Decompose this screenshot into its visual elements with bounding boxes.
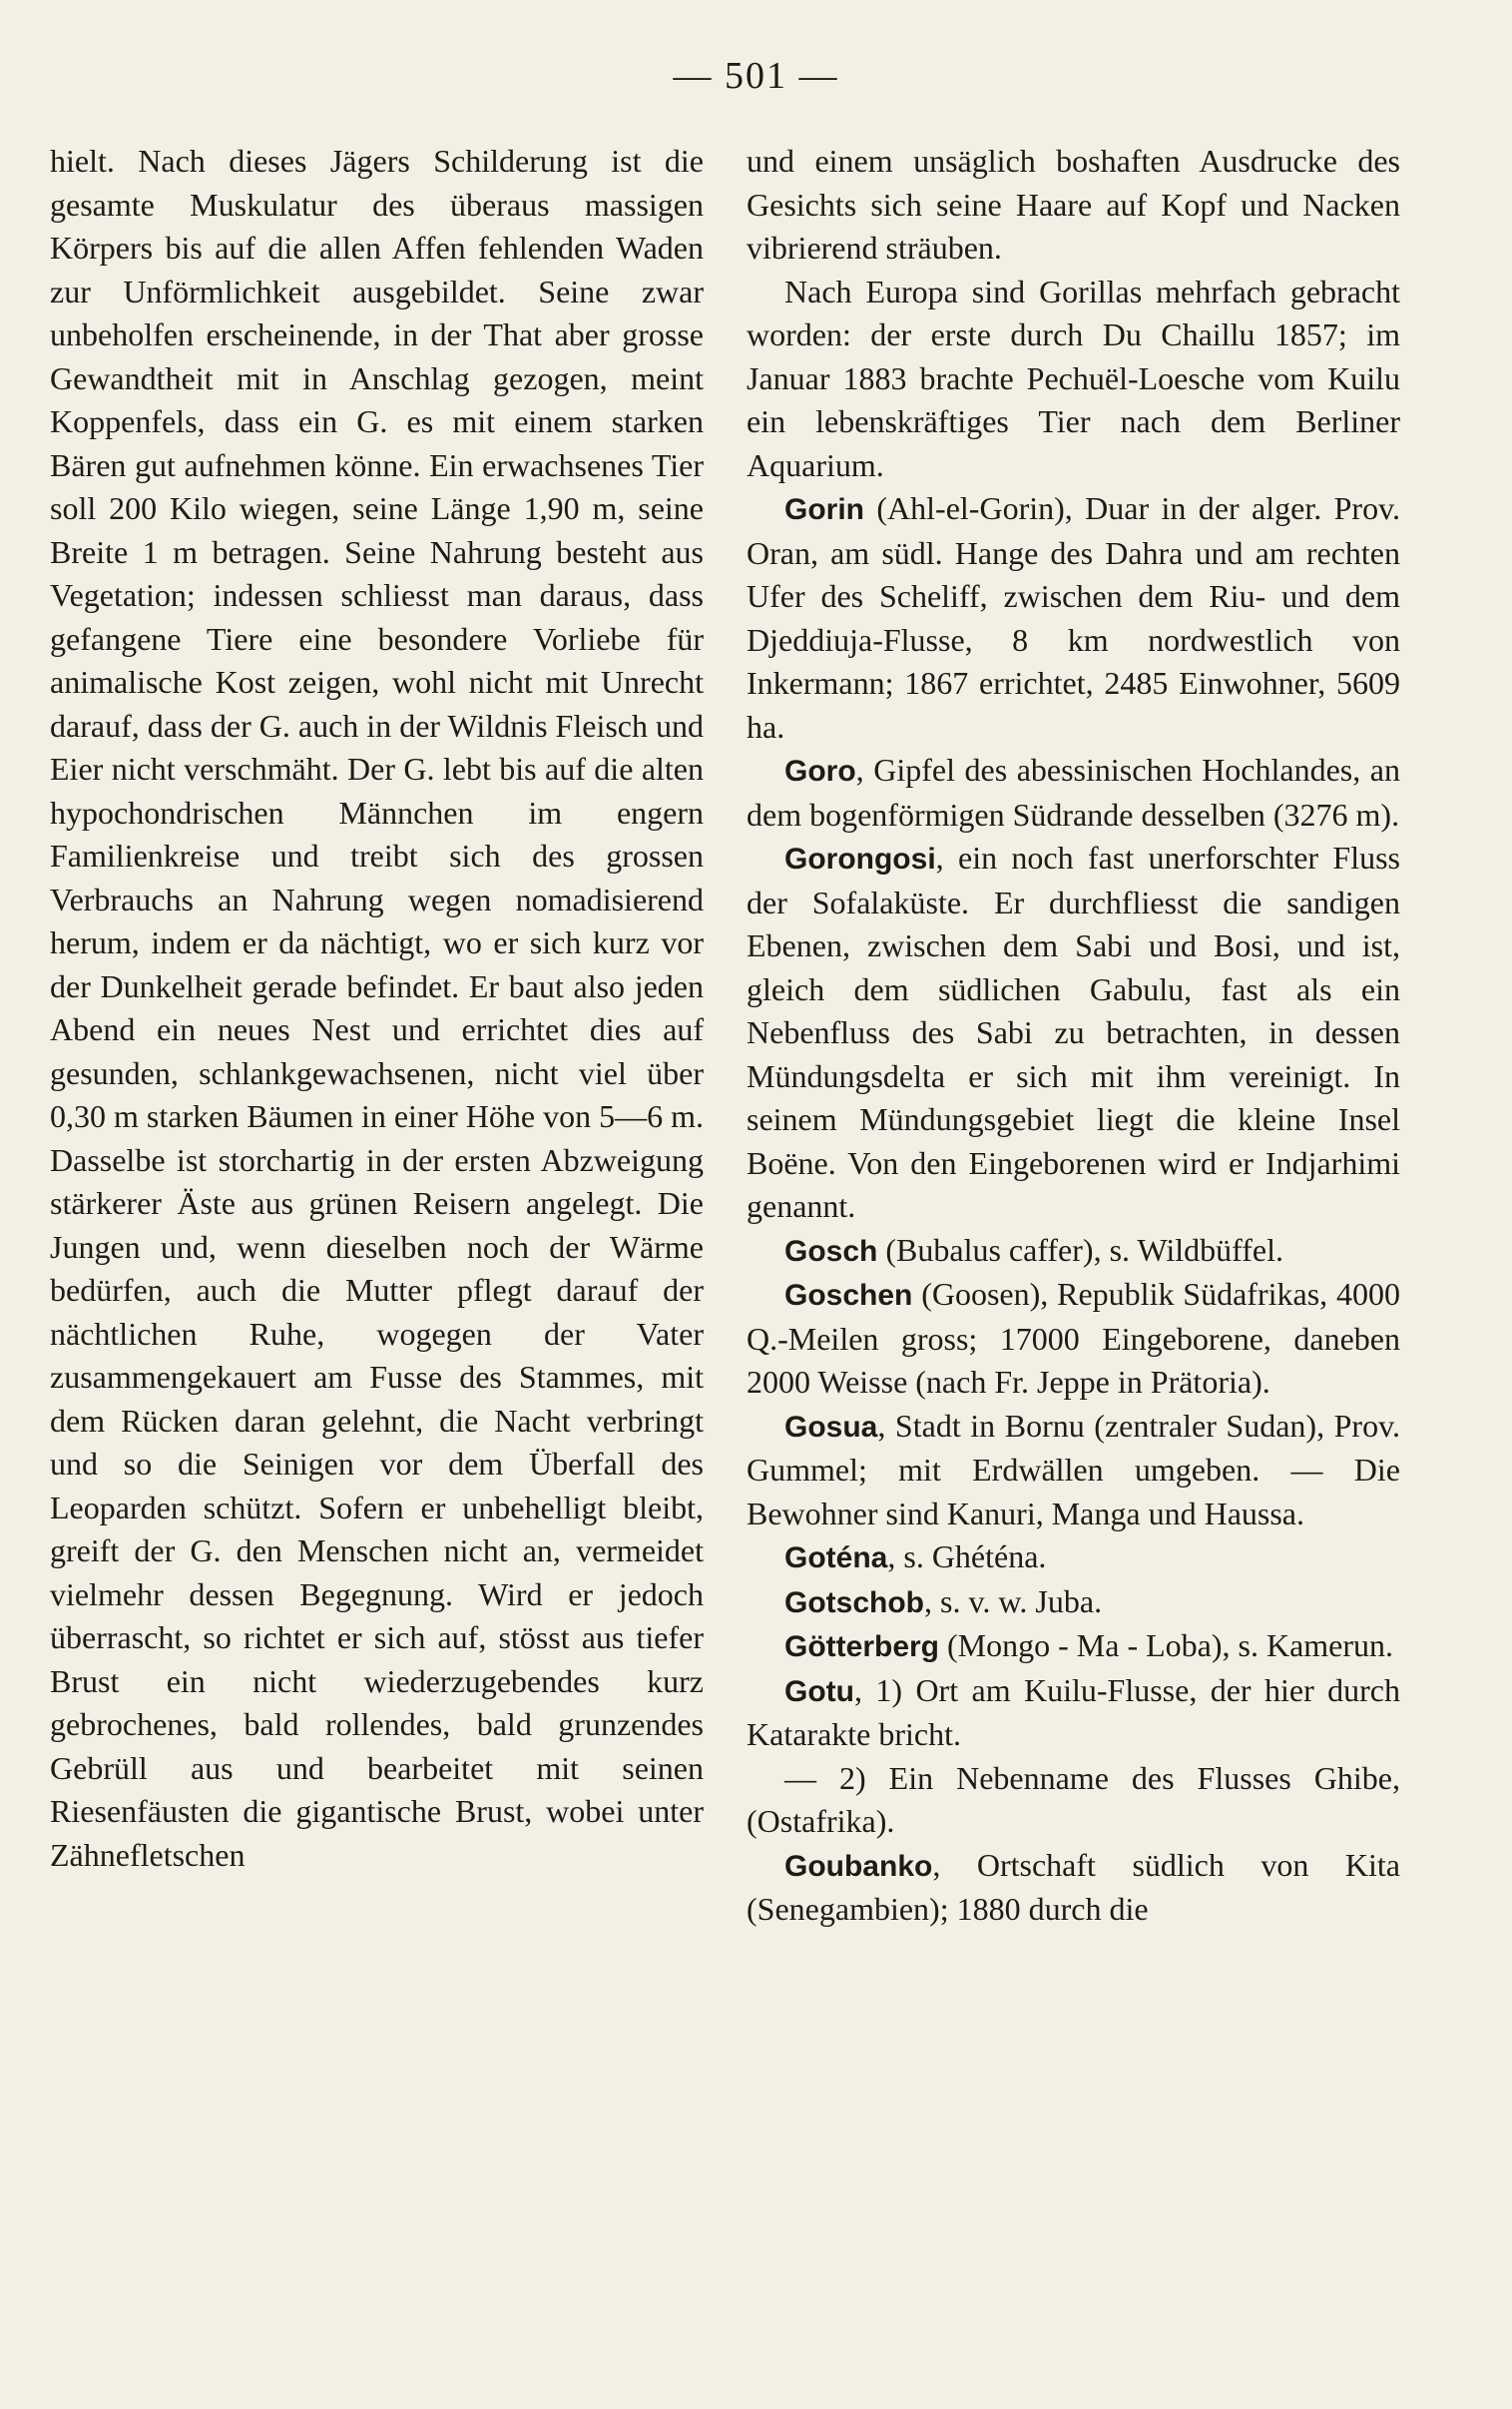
entry-gorongosi: [747, 837, 1400, 1229]
entry-text: , Ortschaft südlich von Kita (Senegambien); 1880 durch die: [747, 1846, 1400, 1927]
gorilla-continuation-paragraph: und einem unsäglich boshaften Ausdrucke des Gesichts sich seine Haare auf Kopf und Nacken vibrierend sträuben.: [747, 143, 1400, 266]
gorilla-description-paragraph: hielt. Nach dieses Jägers Schilderung ist die gesamte Muskulatur des überaus massigen Körpers bis auf die allen Affen fehlenden Waden zur Unförmlichkeit ausgebildet. Seine zwar unbeholfen erscheinende, in der That aber grosse Gewandtheit mit in Anschlag gezogen, meint Koppenfels, dass ein G. es mit einem starken Bären gut aufnehmen könne. Ein erwachsenes Tier soll 200 Kilo wiegen, seine Länge 1,90 m, seine Breite 1 m betragen. Seine Nahrung besteht aus Vegetation; indessen schliesst man daraus, dass gefangene Tiere eine besondere Vorliebe für animalische Kost zeigen, wohl nicht mit Unrecht darauf, dass der G. auch in der Wildnis Fleisch und Eier nicht verschmäht. Der G. lebt bis auf die alten hypochondrischen Männchen im engern Familienkreise und treibt sich des grossen Verbrauchs an Nahrung wegen nomadisierend herum, indem er da nächtigt, wo er sich kurz vor der Dunkelheit gerade befindet. Er baut also jeden Abend ein neues Nest und errichtet dies auf gesunden, schlankgewachsenen, nicht viel über 0,30 m starken Bäumen in einer Höhe von 5—6 m. Dasselbe ist storchartig in der ersten Abzweigung stärkerer Äste aus grünen Reisern angelegt. Die Jungen und, wenn dieselben noch der Wärme bedürfen, auch die Mutter pflegt darauf der nächtlichen Ruhe, wogegen der Vater zusammengekauert am Fusse des Stammes, mit dem Rücken daran gelehnt, die Nacht verbringt und so die Seinigen vor dem Überfall des Leoparden schützt. Sofern er unbehelligt bleibt, greift der G. den Menschen nicht an, vermeidet vielmehr dessen Begegnung. Wird er jedoch überrascht, so richtet er sich auf, stösst aus tiefer Brust ein nicht wiederzugebendes kurz gebrochenes, bald rollendes, bald grunzendes Gebrüll aus und bearbeitet mit seinen Riesenfäusten die gigantische Brust, wobei unter Zähnefletschen: [50, 143, 704, 1873]
entry-headword: Gotschob: [784, 1585, 924, 1619]
entry-text: (Goosen), Republik Südafrikas, 4000 Q.-Meilen gross; 17000 Eingeborene, daneben 2000 Weisse (nach Fr. Jeppe in Prätoria).: [747, 1276, 1400, 1400]
entry-gotena: [747, 1535, 1400, 1580]
entry-text: , ein noch fast unerforschter Fluss der Sofalaküste. Er durchfliesst die sandigen Ebenen, zwischen dem Sabi und Bosi, und ist, gleich dem südlichen Gabulu, fast als ein Nebenfluss des Sabi zu betrachten, in dessen Mündungsdelta er sich mit ihm vereinigt. In seinem Mündungsgebiet liegt die kleine Insel Boëne. Von den Eingeborenen wird er Indjarhimi genannt.: [747, 840, 1400, 1224]
entry-text: (Bubalus caffer), s. Wildbüffel.: [877, 1231, 1283, 1268]
gorilla-europe-paragraph: Nach Europa sind Gorillas mehrfach gebracht worden: der erste durch Du Chaillu 1857; im Januar 1883 brachte Pechuël-Loesche vom Kuilu ein lebenskräftiges Tier nach dem Berliner Aquarium.: [747, 273, 1400, 483]
entry-text: , Gipfel des abessinischen Hochlandes, an dem bogenförmigen Südrande desselben (3276 m).: [747, 752, 1400, 833]
entry-gotterberg: [747, 1624, 1400, 1669]
entry-text: , 1) Ort am Kuilu-Flusse, der hier durch Katarakte bricht.: [747, 1671, 1400, 1752]
page-number: — 501 —: [673, 55, 839, 97]
entry-text: , Stadt in Bornu (zentraler Sudan), Prov. Gummel; mit Erdwällen umgeben. — Die Bewohner sind Kanuri, Manga und Haussa.: [747, 1407, 1400, 1531]
entry-headword: Gorin: [784, 493, 864, 526]
entry-text: , s. Ghéténa.: [887, 1538, 1047, 1574]
entry-headword: Gosua: [784, 1410, 878, 1444]
entry-headword: Gotu: [784, 1674, 854, 1708]
entry-text: (Ahl-el-Gorin), Duar in der alger. Prov. Oran, am südl. Hange des Dahra und am rechten Ufer des Scheliff, zwischen dem Riu- und dem Djeddiuja-Flusse, 8 km nordwestlich von Inkermann; 1867 errichtet, 2485 Einwohner, 5609 ha.: [747, 490, 1400, 745]
entry-headword: Goro: [784, 755, 856, 788]
entry-headword: Goténa: [784, 1541, 888, 1574]
entry-goubanko: [747, 1844, 1400, 1932]
entry-headword: Gosch: [784, 1234, 878, 1268]
entry-goro: [747, 749, 1400, 837]
left-column: [50, 140, 704, 1877]
entry-headword: Goschen: [784, 1279, 913, 1312]
entry-gotu-second-meaning: — 2) Ein Nebenname des Flusses Ghibe, (Ostafrika).: [747, 1759, 1400, 1839]
entry-gosch: [747, 1229, 1400, 1274]
entry-gosua: [747, 1405, 1400, 1536]
entry-gorin: [747, 487, 1400, 749]
right-column: [747, 140, 1400, 1932]
entry-headword: Goubanko: [784, 1849, 933, 1883]
entry-gotschob: [747, 1580, 1400, 1625]
entry-headword: Götterberg: [784, 1630, 940, 1663]
entry-gotu: [747, 1669, 1400, 1757]
entry-goschen: [747, 1273, 1400, 1405]
entry-text: (Mongo - Ma - Loba), s. Kamerun.: [939, 1627, 1394, 1663]
entry-headword: Gorongosi: [784, 843, 936, 876]
entry-text: , s. v. w. Juba.: [924, 1582, 1103, 1619]
